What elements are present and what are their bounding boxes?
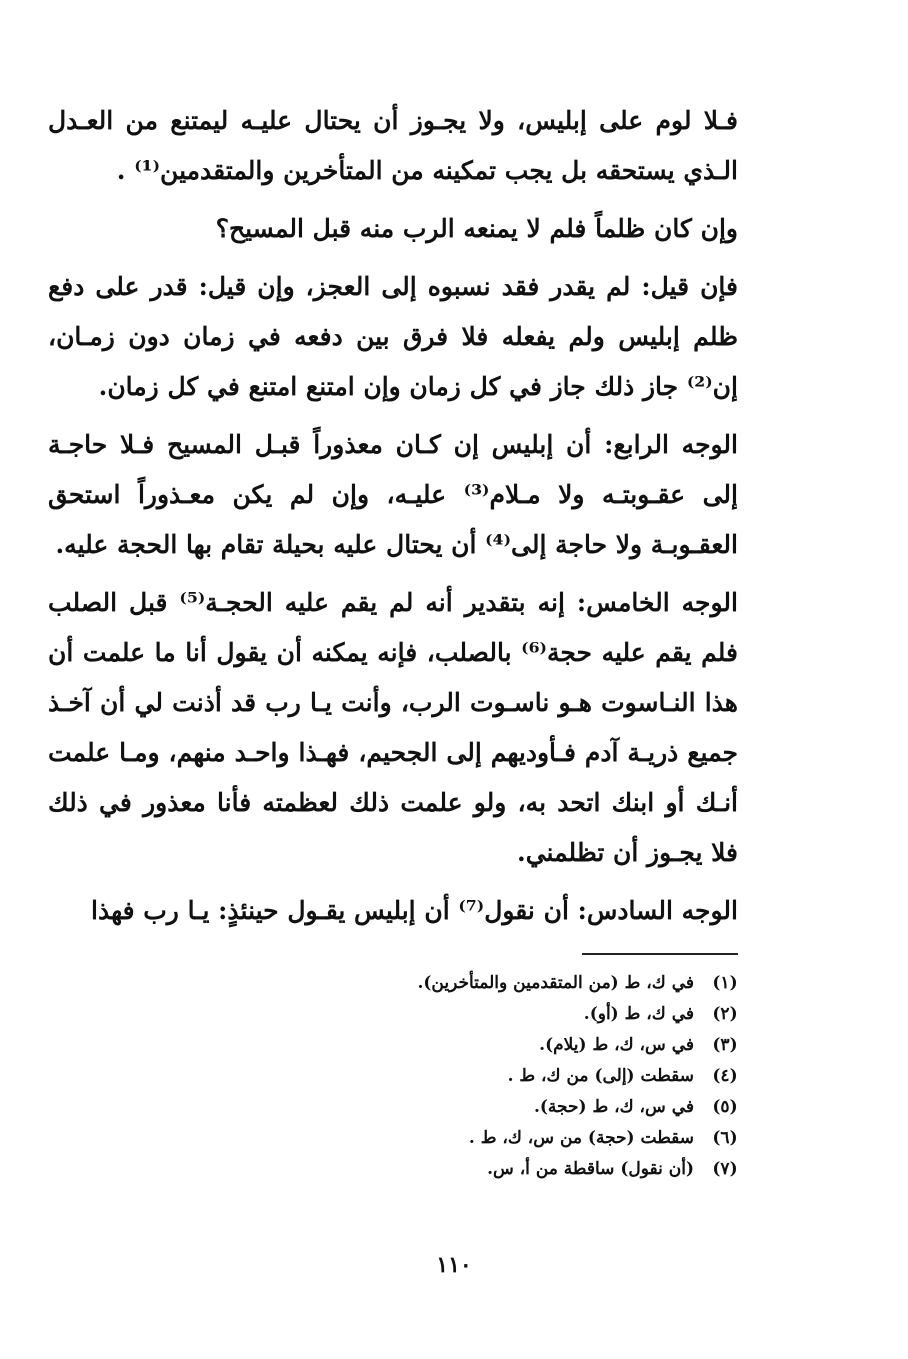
footnote (48, 1123, 738, 1154)
footnote-text: في س، ك، ط (يلام). (539, 1035, 694, 1055)
footnote (48, 1154, 738, 1185)
footnote (48, 999, 738, 1030)
main-text (48, 96, 738, 944)
footnote-number: (٤) (712, 1066, 738, 1086)
paragraph-5 (48, 578, 738, 878)
footnote-number: (٧) (712, 1159, 738, 1179)
paragraph-4-text: أن إبليس إن كـان معذوراً قبـل المسيح فـلا حاجـة إلى عقـوبتـه ولا مـلام⁽³⁾ عليـه، وإن لم يكن معـذوراً استحق العقـوبـة ولا حاجة إلى⁽⁴⁾ أن يحتال عليه بحيلة تقام بها الحجة عليه. (48, 430, 738, 559)
footnote-number: (٦) (712, 1128, 738, 1148)
footnote-number: (٥) (712, 1097, 738, 1117)
footnote (48, 1030, 738, 1061)
footnote-text: سقطت (إلى) من ك، ط . (507, 1066, 694, 1086)
footnote-text: سقطت (حجة) من س، ك، ط . (468, 1128, 694, 1148)
paragraph-5-text: إنه بتقدير أنه لم يقم عليه الحجـة⁽⁵⁾ قبل الصلب فلم يقم عليه حجة⁽⁶⁾ بالصلب، فإنه يمكنه أن يقول أنا ما علمت أن هذا النـاسوت هـو ناسـوت الرب، وأنت يـا رب قد أذنت لي أن آخـذ جميع ذريـة آدم فـأوديهم إلى الجحيم، فهـذا واحـد منهم، ومـا علمت أنـك أو ابنك اتحد به، ولو علمت ذلك لعظمته فأنا معذور في ذلك فلا يجـوز أن تظلمني. (48, 588, 738, 867)
section-label-fourth: الوجه الرابع: (604, 430, 738, 459)
footnote-separator (582, 953, 738, 955)
section-label-fifth: الوجه الخامس: (576, 588, 738, 617)
footnote-text: في ك، ط (أو). (583, 1004, 694, 1024)
footnote-number: (٢) (712, 1004, 738, 1024)
paragraph-6 (48, 886, 738, 936)
paragraph-1: فـلا لوم على إبليس، ولا يجـوز أن يحتال عليـه ليمتنع من العـدل الـذي يستحقه بل يجب تمكينه من المتأخرين والمتقدمين⁽¹⁾ . (48, 106, 738, 185)
footnote (48, 1092, 738, 1123)
footnote-number: (١) (712, 973, 738, 993)
footnote-number: (٣) (712, 1035, 738, 1055)
footnote (48, 1061, 738, 1092)
footnote (48, 968, 738, 999)
section-label-sixth: الوجه السادس: (577, 896, 738, 925)
footnote-text: في ك، ط (من المتقدمين والمتأخرين). (417, 973, 694, 993)
footnotes (48, 968, 738, 1185)
footnote-text: (أن نقول) ساقطة من أ، س. (487, 1159, 694, 1179)
paragraph-2: وإن كان ظلماً فلم لا يمنعه الرب منه قبل المسيح؟ (215, 214, 738, 243)
paragraph-3: فإن قيل: لم يقدر فقد نسبوه إلى العجز، وإن قيل: قدر على دفع ظلم إبليس ولم يفعله فلا فرق بين دفعه في زمان دون زمـان، إن⁽²⁾ جاز ذلك جاز في كل زمان وإن امتنع امتنع في كل زمان. (48, 272, 738, 401)
paragraph-4 (48, 420, 738, 570)
page-number: ١١٠ (436, 1252, 472, 1278)
footnote-text: في س، ك، ط (حجة). (533, 1097, 694, 1117)
paragraph-6-text: أن نقول⁽⁷⁾ أن إبليس يقـول حينئذٍ: يـا رب فهذا (91, 896, 578, 925)
